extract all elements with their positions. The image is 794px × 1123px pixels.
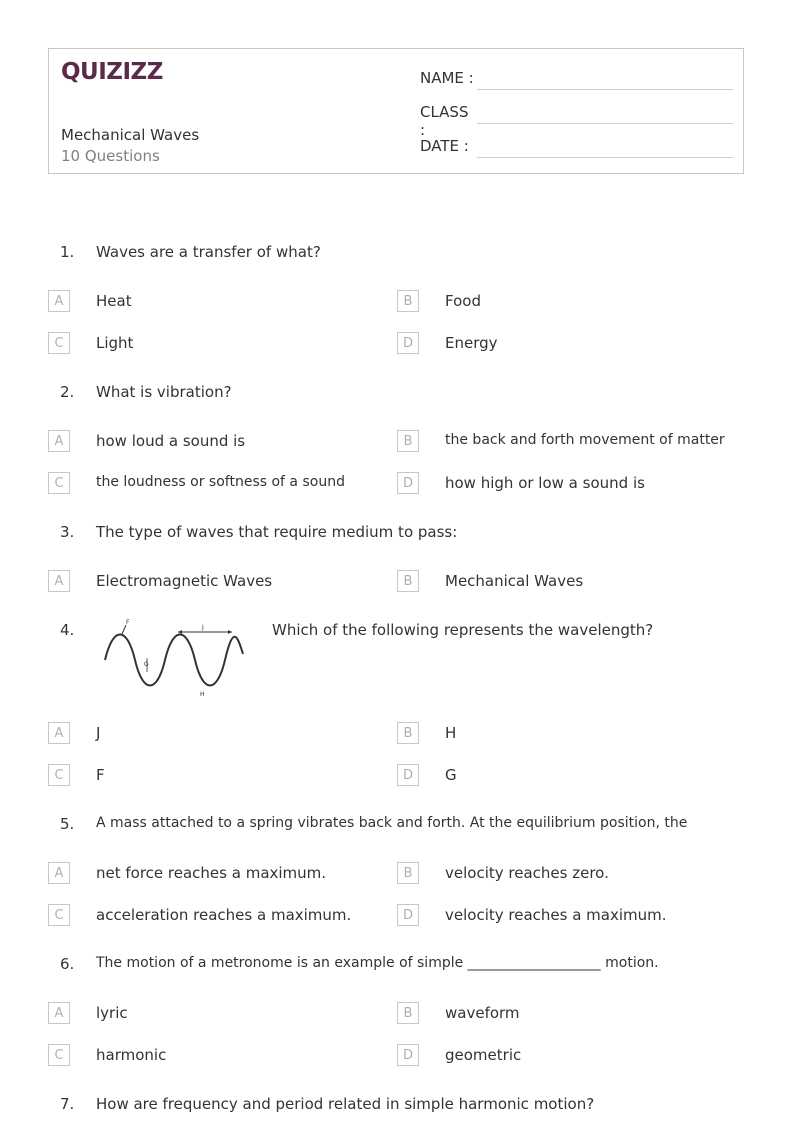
option-letter-box: B [397, 722, 419, 744]
option-text: acceleration reaches a maximum. [96, 906, 352, 924]
worksheet-title: Mechanical Waves [61, 126, 200, 144]
option-letter-box: D [397, 472, 419, 494]
option-text: waveform [445, 1004, 520, 1022]
option-letter-box: C [48, 904, 70, 926]
option-text: the back and forth movement of matter [445, 432, 725, 448]
option-letter-box: A [48, 290, 70, 312]
question-number: 3. [60, 523, 75, 541]
option-text: lyric [96, 1004, 128, 1022]
crest-pointer [122, 625, 126, 634]
option-letter-box: D [397, 332, 419, 354]
option-text: how loud a sound is [96, 432, 246, 450]
date-field-line [477, 157, 733, 158]
arrow-head-left [178, 630, 182, 634]
option-text: J [96, 724, 101, 742]
option-text: velocity reaches zero. [445, 864, 609, 882]
name-field-line [477, 89, 733, 90]
question-number: 5. [60, 815, 75, 833]
option-letter-box: B [397, 1002, 419, 1024]
option-letter-box: D [397, 764, 419, 786]
name-field-label: NAME : [420, 69, 474, 87]
option-letter-box: C [48, 332, 70, 354]
option-text: velocity reaches a maximum. [445, 906, 667, 924]
worksheet-header [48, 48, 744, 174]
class-field-label: CLASS : [420, 103, 469, 139]
date-field-label: DATE : [420, 137, 469, 155]
option-text: Energy [445, 334, 498, 352]
option-text: harmonic [96, 1046, 167, 1064]
class-field-line [477, 123, 733, 124]
question-text: Which of the following represents the wavelength? [272, 621, 654, 639]
label-h: H [200, 691, 205, 698]
option-text: G [445, 766, 457, 784]
question-text: Waves are a transfer of what? [96, 243, 321, 261]
option-letter-box: B [397, 570, 419, 592]
label-f: F [126, 619, 130, 626]
option-text: net force reaches a maximum. [96, 864, 327, 882]
option-letter-box: D [397, 904, 419, 926]
wave-curve [105, 635, 243, 686]
label-g: G [144, 661, 149, 668]
option-text: Light [96, 334, 134, 352]
option-letter-box: A [48, 430, 70, 452]
question-number: 2. [60, 383, 75, 401]
option-text: the loudness or softness of a sound [96, 474, 345, 490]
option-text: geometric [445, 1046, 522, 1064]
option-letter-box: A [48, 862, 70, 884]
quizizz-logo: QUIZIZZ [61, 59, 163, 85]
option-letter-box: B [397, 862, 419, 884]
option-letter-box: A [48, 722, 70, 744]
option-letter-box: D [397, 1044, 419, 1066]
question-text: A mass attached to a spring vibrates back and forth. At the equilibrium position, the [96, 815, 688, 831]
option-letter-box: A [48, 1002, 70, 1024]
question-number: 7. [60, 1095, 75, 1113]
label-j: J [202, 624, 204, 631]
option-text: F [96, 766, 105, 784]
question-number: 1. [60, 243, 75, 261]
option-text: Heat [96, 292, 132, 310]
question-text: How are frequency and period related in simple harmonic motion? [96, 1095, 595, 1113]
option-letter-box: C [48, 472, 70, 494]
option-letter-box: B [397, 430, 419, 452]
option-letter-box: B [397, 290, 419, 312]
question-text: What is vibration? [96, 383, 232, 401]
option-text: Mechanical Waves [445, 572, 584, 590]
question-text: The type of waves that require medium to pass: [96, 523, 458, 541]
option-text: Food [445, 292, 481, 310]
option-text: Electromagnetic Waves [96, 572, 273, 590]
option-letter-box: A [48, 570, 70, 592]
question-text: The motion of a metronome is an example of simple ___________________ motion. [96, 955, 659, 971]
arrow-head-right [228, 630, 232, 634]
option-letter-box: C [48, 1044, 70, 1066]
wave-diagram [100, 614, 250, 700]
option-letter-box: C [48, 764, 70, 786]
option-text: how high or low a sound is [445, 474, 645, 492]
question-number: 4. [60, 621, 75, 639]
question-number: 6. [60, 955, 75, 973]
option-text: H [445, 724, 457, 742]
question-count: 10 Questions [61, 147, 160, 165]
